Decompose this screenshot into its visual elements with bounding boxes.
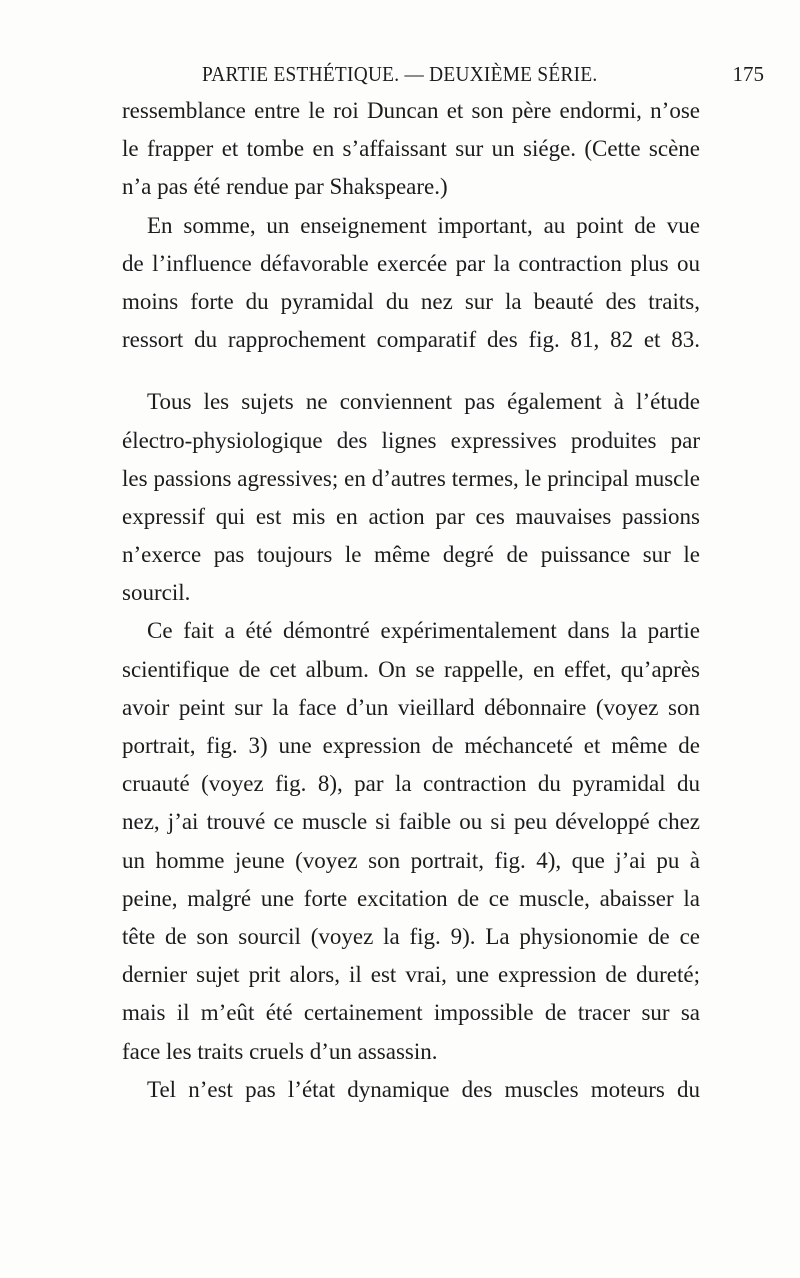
text-line: ressort du rapprochement comparatif des fig. 81, 82 et 83. bbox=[122, 327, 700, 353]
page-number: 175 bbox=[732, 62, 764, 86]
text-line: avoir peint sur la face d’un vieillard débonnaire (voyez son bbox=[122, 694, 700, 720]
text-line: mais il m’eût été certainement impossible de tracer sur sa bbox=[122, 1000, 700, 1026]
paragraph bbox=[122, 207, 700, 360]
text-line: dernier sujet prit alors, il est vrai, une expression de dureté; bbox=[122, 962, 700, 988]
text-line: peine, malgré une forte excitation de ce muscle, abaisser la bbox=[122, 885, 700, 911]
text-line: nez, j’ai trouvé ce muscle si faible ou si peu développé chez bbox=[122, 809, 700, 835]
text-line: ressemblance entre le roi Duncan et son père endormi, n’ose bbox=[122, 98, 700, 123]
text-line: portrait, fig. 3) une expression de méchanceté et même de bbox=[122, 733, 700, 758]
paragraph bbox=[122, 383, 700, 612]
paragraph bbox=[122, 1071, 700, 1109]
running-header bbox=[122, 62, 764, 92]
text-line: électro-physiologique des lignes expressives produites par bbox=[122, 427, 700, 453]
text-line: le frapper et tombe en s’affaissant sur un siége. (Cette scène bbox=[122, 136, 700, 162]
text-line: tête de son sourcil (voyez la fig. 9). La physionomie de ce bbox=[122, 923, 700, 949]
paragraph-continuation bbox=[122, 92, 700, 207]
paragraph-spacer bbox=[122, 359, 700, 383]
text-line: sourcil. bbox=[122, 580, 191, 606]
text-line: n’a pas été rendue par Shakspeare.) bbox=[122, 174, 448, 200]
text-line: expressif qui est mis en action par ces mauvaises passions bbox=[122, 503, 700, 529]
text-line: Ce fait a été démontré expérimentalement dans la partie bbox=[147, 618, 700, 644]
body-text bbox=[122, 92, 700, 1109]
text-line: n’exerce pas toujours le même degré de puissance sur le bbox=[122, 542, 700, 568]
text-line: En somme, un enseignement important, au point de vue bbox=[147, 212, 700, 238]
text-line: cruauté (voyez fig. 8), par la contraction du pyramidal du bbox=[122, 771, 700, 797]
text-line: Tel n’est pas l’état dynamique des muscles moteurs du bbox=[147, 1076, 700, 1102]
text-line: Tous les sujets ne conviennent pas également à l’étude bbox=[147, 389, 700, 415]
text-line: de l’influence défavorable exercée par la contraction plus ou bbox=[122, 250, 700, 276]
running-title: PARTIE ESTHÉTIQUE. — DEUXIÈME SÉRIE. bbox=[202, 62, 598, 86]
text-line: un homme jeune (voyez son portrait, fig. 4), que j’ai pu à bbox=[122, 847, 700, 873]
text-line: face les traits cruels d’un assassin. bbox=[122, 1038, 438, 1064]
text-line: les passions agressives; en d’autres termes, le principal muscle bbox=[122, 465, 700, 491]
text-line: scientifique de cet album. On se rappelle, en effet, qu’après bbox=[122, 656, 700, 682]
text-line: moins forte du pyramidal du nez sur la beauté des traits, bbox=[122, 288, 700, 314]
paragraph bbox=[122, 612, 700, 1070]
